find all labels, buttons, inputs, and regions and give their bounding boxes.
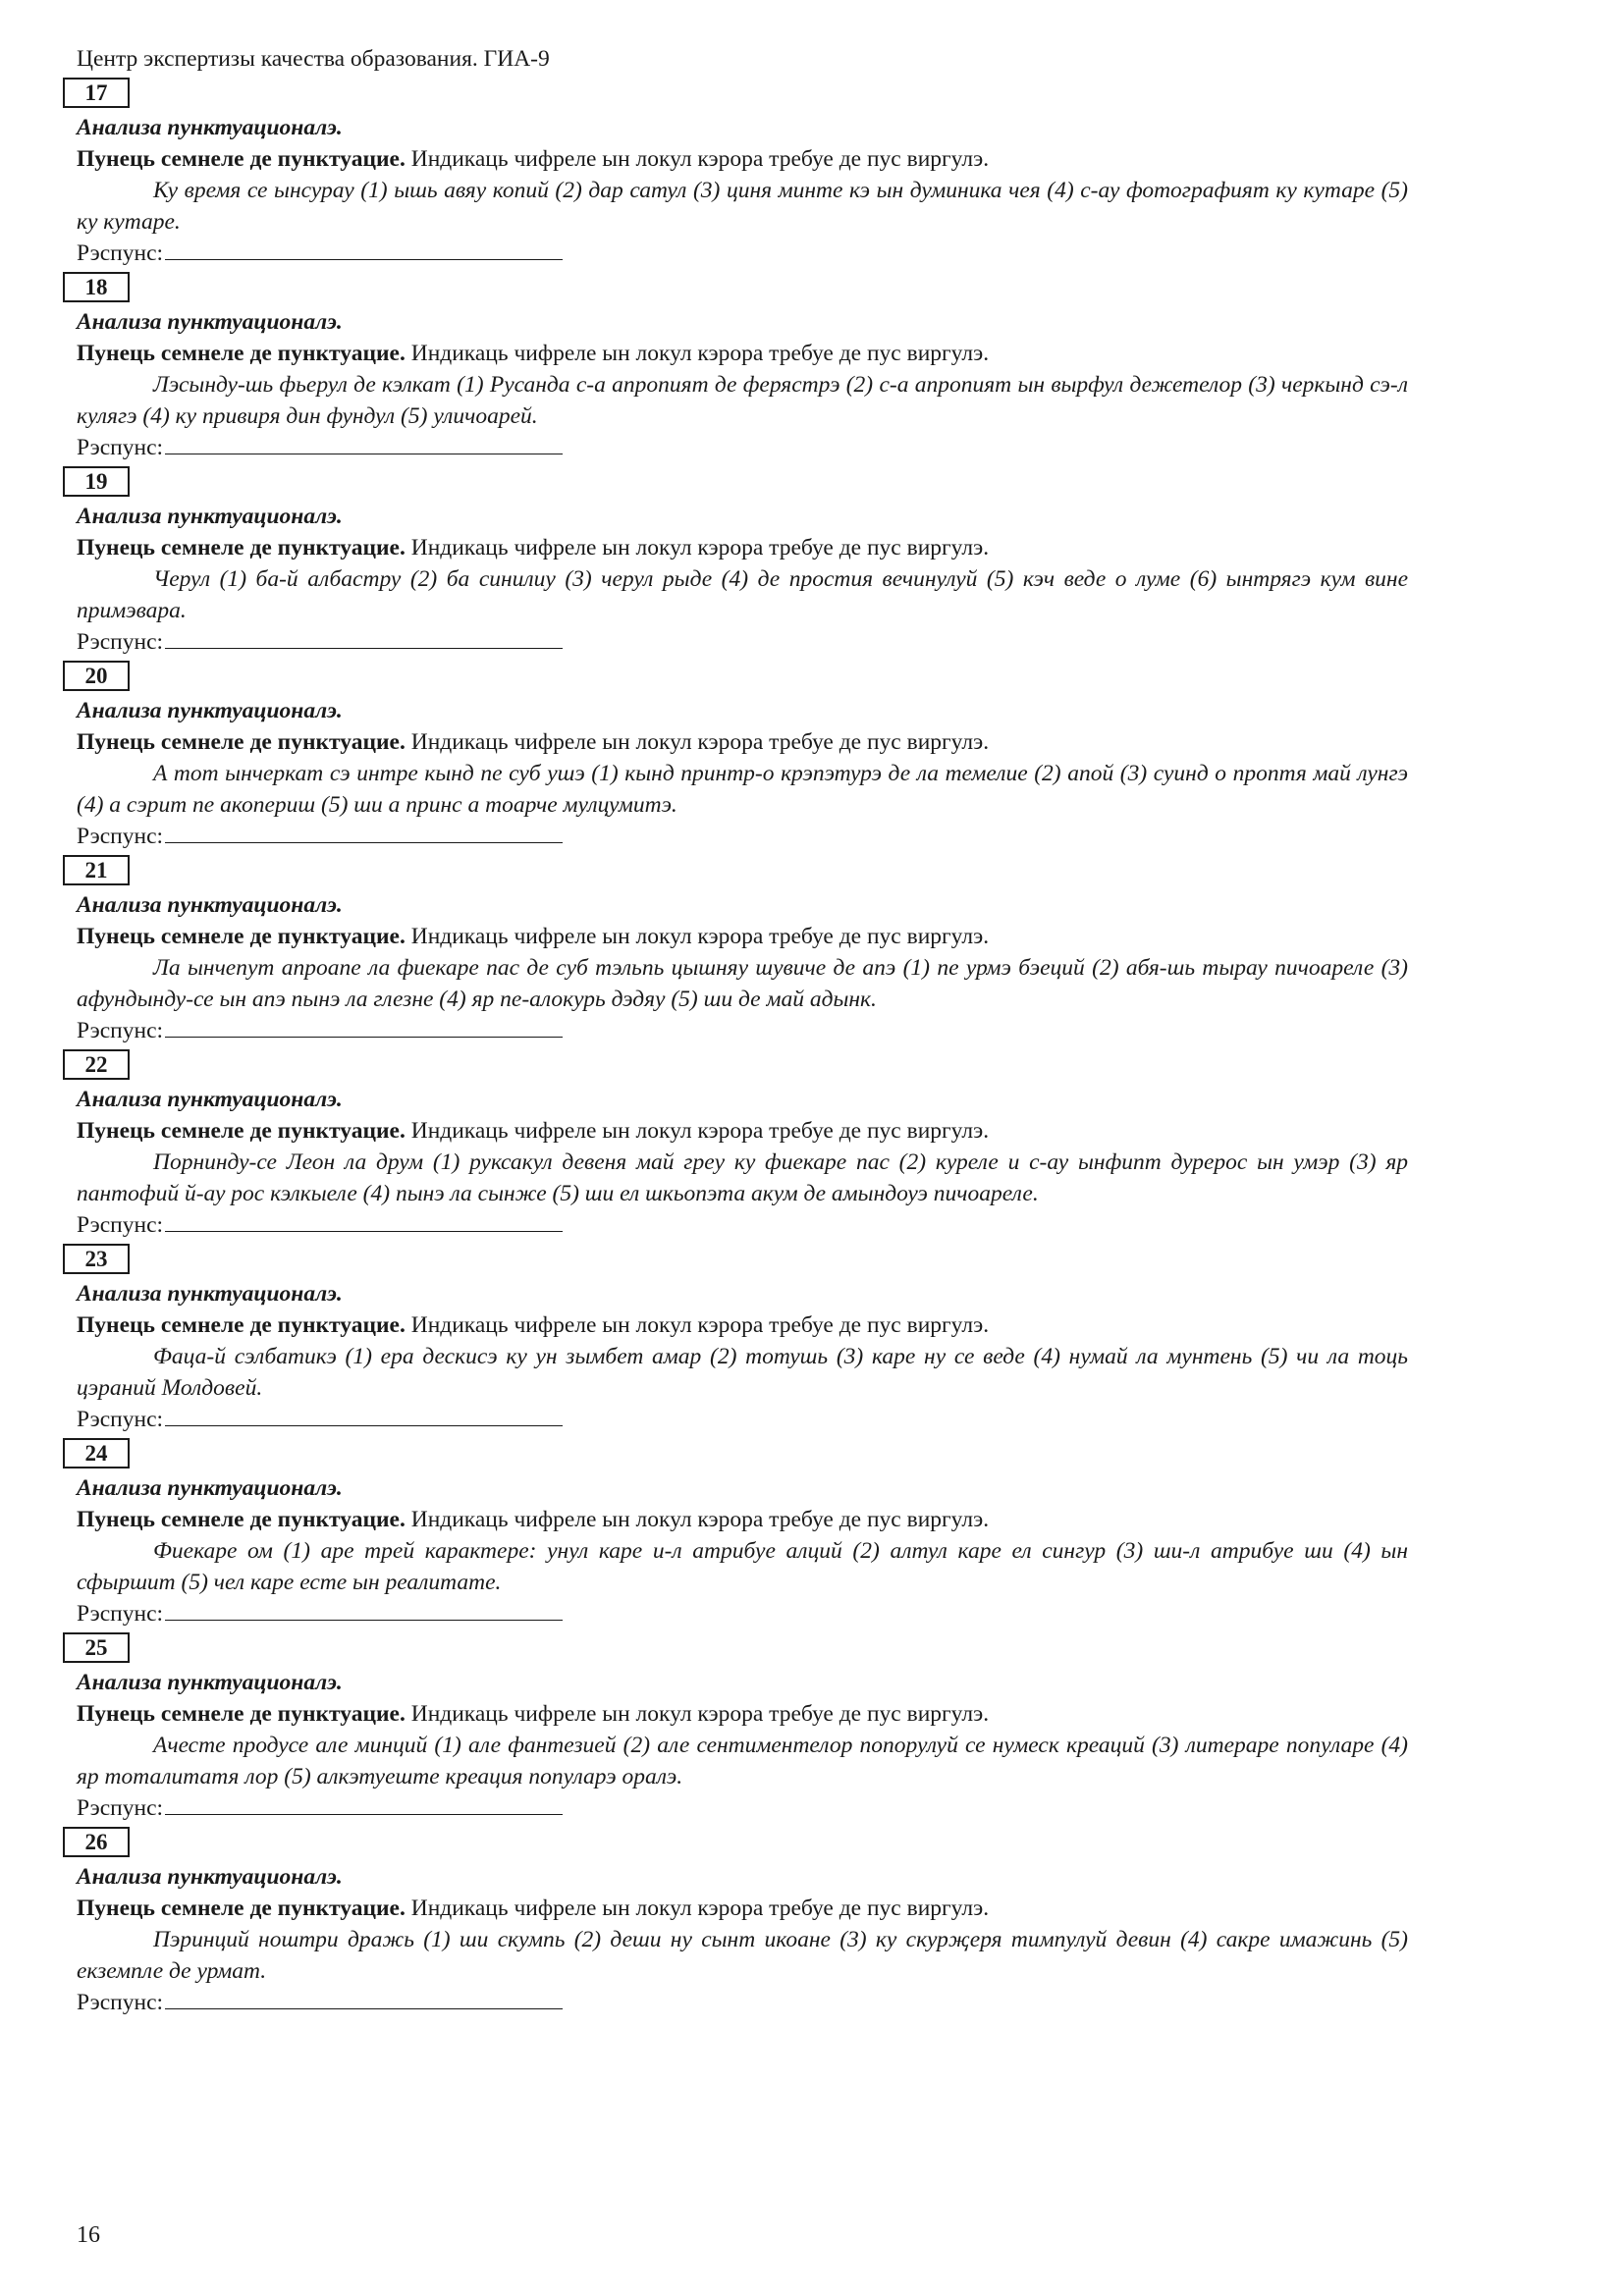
task-sentence: Ла ынчепут апроапе ла фиекаре пас де суб тэльпь цышняу шувиче де апэ (1) пе урмэ бэеций (2) абя-шь тырау пичоареле (3) афундынду-се ын апэ пынэ ла глезне (4) яр пе-алокурь дэдяу (5) ши де май адынк. xyxy=(77,955,1408,1012)
task-instruction xyxy=(77,921,1408,952)
task-number-box: 20 xyxy=(63,661,130,691)
task-subtitle: Анализа пунктуационалэ. xyxy=(77,504,343,529)
task-sentence: Пэринций ноштри дражь (1) ши скумпь (2) деши ну сынт икоане (3) ку скурҗеря тимпулуй девин (4) сакре имажинь (5) екземпле де урмат. xyxy=(77,1927,1408,1984)
answer-label: Рэспунс: xyxy=(77,1601,164,1627)
answer-label: Рэспунс: xyxy=(77,629,164,655)
task-subtitle: Анализа пунктуационалэ. xyxy=(77,115,343,140)
task-block xyxy=(77,1241,1408,1435)
page-number: 16 xyxy=(77,2222,100,2248)
task-sentence: А тот ынчеркат сэ интре кынд пе суб ушэ (1) кынд принтр-о крэпэтурэ де ла темелие (2) апой (3) суинд о проптя май лунгэ (4) а сэрит пе акопериш (5) ши а принс а тоарче мулцумитэ. xyxy=(77,761,1408,818)
answer-field[interactable] xyxy=(165,1015,563,1038)
instruction-rest: Индикаць чифреле ын локул кэрора требуе де пус виргулэ. xyxy=(405,1118,990,1144)
instruction-bold: Пунець семнеле де пунктуацие. xyxy=(77,535,406,561)
answer-label: Рэспунс: xyxy=(77,1212,164,1238)
task-number-box: 18 xyxy=(63,272,130,302)
answer-label: Рэспунс: xyxy=(77,1795,164,1821)
task-sentence: Ку время се ынсурау (1) ышь авяу копий (2) дар сатул (3) циня минте кэ ын думиника чея (4) с-ау фотографият ку кутаре (5) ку кутаре. xyxy=(77,178,1408,235)
instruction-bold: Пунець семнеле де пунктуацие. xyxy=(77,341,406,366)
task-sentence: Фиекаре ом (1) аре трей карактере: унул каре и-л атрибуе алций (2) алтул каре ел сингур (3) ши-л атрибуе ши (4) ын сфыршит (5) чел каре есте ын реалитате. xyxy=(77,1538,1408,1595)
answer-row xyxy=(77,1209,1408,1241)
instruction-rest: Индикаць чифреле ын локул кэрора требуе де пус виргулэ. xyxy=(405,729,990,755)
task-block xyxy=(77,269,1408,463)
instruction-rest: Индикаць чифреле ын локул кэрора требуе де пус виргулэ. xyxy=(405,1701,990,1727)
task-sentence: Фаца-й сэлбатикэ (1) ера дескисэ ку ун зымбет амар (2) тотушь (3) каре ну се веде (4) нумай ла мунтень (5) чи ла тоць цэраний Молдовей. xyxy=(77,1344,1408,1401)
task-block xyxy=(77,463,1408,658)
task-block xyxy=(77,1629,1408,1824)
instruction-bold: Пунець семнеле де пунктуацие. xyxy=(77,729,406,755)
answer-field[interactable] xyxy=(165,1404,563,1426)
task-instruction xyxy=(77,143,1408,175)
task-subtitle: Анализа пунктуационалэ. xyxy=(77,892,343,918)
task-subtitle: Анализа пунктуационалэ. xyxy=(77,1087,343,1112)
instruction-rest: Индикаць чифреле ын локул кэрора требуе де пус виргулэ. xyxy=(405,1896,990,1921)
answer-row xyxy=(77,1015,1408,1046)
document-header: Центр экспертизы качества образования. ГИА-9 xyxy=(77,46,550,72)
task-subtitle: Анализа пунктуационалэ. xyxy=(77,1281,343,1307)
answer-label: Рэспунс: xyxy=(77,1990,164,2015)
answer-label: Рэспунс: xyxy=(77,435,164,460)
task-number-box: 26 xyxy=(63,1827,130,1857)
instruction-rest: Индикаць чифреле ын локул кэрора требуе де пус виргулэ. xyxy=(405,535,990,561)
task-instruction xyxy=(77,1115,1408,1147)
answer-field[interactable] xyxy=(165,1792,563,1815)
task-block xyxy=(77,658,1408,852)
instruction-bold: Пунець семнеле де пунктуацие. xyxy=(77,1312,406,1338)
page xyxy=(77,43,1408,2018)
answer-row xyxy=(77,1404,1408,1435)
task-subtitle: Анализа пунктуационалэ. xyxy=(77,1475,343,1501)
task-instruction xyxy=(77,1309,1408,1341)
task-list xyxy=(77,75,1408,2018)
answer-field[interactable] xyxy=(165,1209,563,1232)
task-number-box: 19 xyxy=(63,466,130,497)
instruction-bold: Пунець семнеле де пунктуацие. xyxy=(77,1507,406,1532)
task-number-box: 25 xyxy=(63,1632,130,1663)
task-instruction xyxy=(77,338,1408,369)
instruction-bold: Пунець семнеле де пунктуацие. xyxy=(77,1701,406,1727)
instruction-bold: Пунець семнеле де пунктуацие. xyxy=(77,1896,406,1921)
answer-field[interactable] xyxy=(165,238,563,260)
answer-row xyxy=(77,626,1408,658)
answer-label: Рэспунс: xyxy=(77,240,164,266)
answer-field[interactable] xyxy=(165,626,563,649)
answer-row xyxy=(77,1792,1408,1824)
answer-field[interactable] xyxy=(165,432,563,454)
answer-row xyxy=(77,238,1408,269)
answer-field[interactable] xyxy=(165,1598,563,1621)
answer-row xyxy=(77,821,1408,852)
task-subtitle: Анализа пунктуационалэ. xyxy=(77,309,343,335)
answer-row xyxy=(77,432,1408,463)
task-instruction xyxy=(77,1504,1408,1535)
instruction-bold: Пунець семнеле де пунктуацие. xyxy=(77,924,406,949)
task-subtitle: Анализа пунктуационалэ. xyxy=(77,698,343,723)
task-sentence: Черул (1) ба-й албастру (2) ба синилиу (3) черул рыде (4) де простия вечинулуй (5) кэч веде о луме (6) ынтрягэ кум вине примэвара. xyxy=(77,566,1408,623)
instruction-bold: Пунець семнеле де пунктуацие. xyxy=(77,146,406,172)
task-block xyxy=(77,75,1408,269)
instruction-rest: Индикаць чифреле ын локул кэрора требуе де пус виргулэ. xyxy=(405,1312,990,1338)
task-number-box: 17 xyxy=(63,78,130,108)
task-instruction xyxy=(77,1698,1408,1730)
answer-label: Рэспунс: xyxy=(77,1018,164,1043)
answer-row xyxy=(77,1987,1408,2018)
answer-field[interactable] xyxy=(165,1987,563,2009)
instruction-rest: Индикаць чифреле ын локул кэрора требуе де пус виргулэ. xyxy=(405,1507,990,1532)
task-block xyxy=(77,1824,1408,2018)
task-sentence: Ачесте продусе але минций (1) але фантезией (2) але сентиментелор попорулуй се нумеск креаций (3) литераре популаре (4) яр тоталитатя лор (5) алкэтуеште креация популарэ оралэ. xyxy=(77,1733,1408,1789)
task-number-box: 21 xyxy=(63,855,130,885)
instruction-bold: Пунець семнеле де пунктуацие. xyxy=(77,1118,406,1144)
answer-label: Рэспунс: xyxy=(77,1407,164,1432)
task-sentence: Порнинду-се Леон ла друм (1) руксакул девеня май греу ку фиекаре пас (2) куреле и с-ау ынфипт дурерос ын умэр (3) яр пантофий й-ау рос кэлкыеле (4) пынэ ла сынже (5) ши ел шкьопэта акум де амындоуэ пичоареле. xyxy=(77,1149,1408,1206)
instruction-rest: Индикаць чифреле ын локул кэрора требуе де пус виргулэ. xyxy=(405,341,990,366)
answer-field[interactable] xyxy=(165,821,563,843)
task-number-box: 23 xyxy=(63,1244,130,1274)
task-instruction xyxy=(77,1893,1408,1924)
task-subtitle: Анализа пунктуационалэ. xyxy=(77,1670,343,1695)
task-sentence: Лэсынду-шь фьерул де кэлкат (1) Русанда с-а апропият де ферястрэ (2) с-а апропият ын вырфул дежетелор (3) черкынд сэ-л кулягэ (4) ку привиря дин фундул (5) уличоарей. xyxy=(77,372,1408,429)
task-number-box: 24 xyxy=(63,1438,130,1468)
task-number-box: 22 xyxy=(63,1049,130,1080)
task-block xyxy=(77,852,1408,1046)
task-instruction xyxy=(77,726,1408,758)
task-subtitle: Анализа пунктуационалэ. xyxy=(77,1864,343,1890)
instruction-rest: Индикаць чифреле ын локул кэрора требуе де пус виргулэ. xyxy=(405,146,990,172)
answer-label: Рэспунс: xyxy=(77,824,164,849)
task-block xyxy=(77,1046,1408,1241)
task-instruction xyxy=(77,532,1408,563)
instruction-rest: Индикаць чифреле ын локул кэрора требуе де пус виргулэ. xyxy=(405,924,990,949)
answer-row xyxy=(77,1598,1408,1629)
task-block xyxy=(77,1435,1408,1629)
